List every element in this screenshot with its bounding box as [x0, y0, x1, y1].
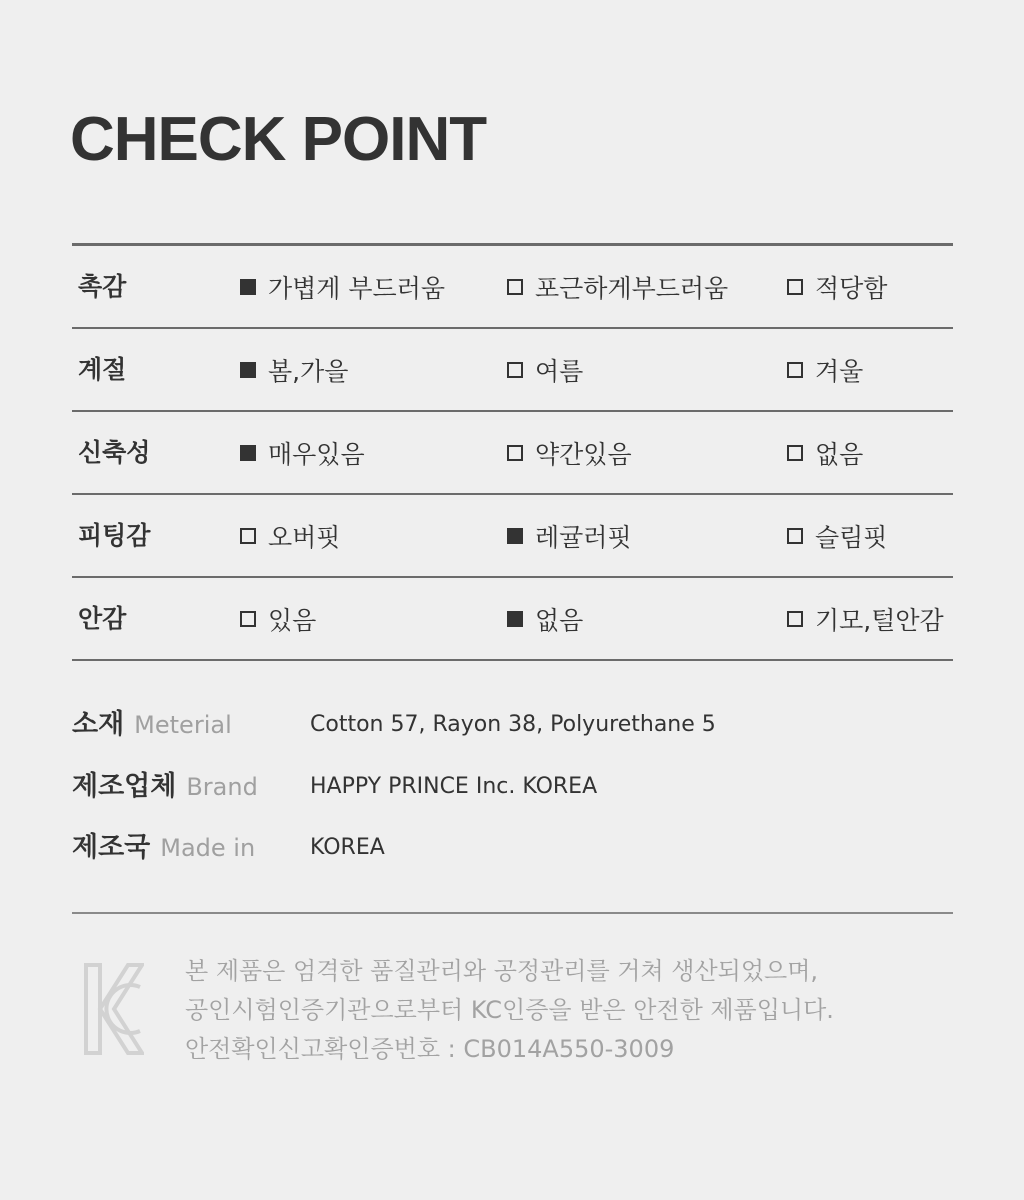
- certification-number: 안전확인신고확인증번호 : CB014A550-3009: [185, 1035, 675, 1063]
- info-key: [72, 705, 232, 745]
- check-row-lining: [72, 578, 953, 661]
- option[interactable]: [787, 246, 887, 327]
- checkbox-icon[interactable]: [507, 362, 523, 378]
- page-title: CHECK POINT: [70, 105, 487, 174]
- option[interactable]: [787, 412, 863, 493]
- option[interactable]: [507, 578, 583, 659]
- checkbox-icon[interactable]: [787, 445, 803, 461]
- checkbox-icon[interactable]: [787, 528, 803, 544]
- info-key: [72, 767, 258, 807]
- checkbox-icon[interactable]: [240, 445, 256, 461]
- checkbox-icon[interactable]: [787, 362, 803, 378]
- info-key-ko: 소재: [72, 709, 125, 740]
- checkbox-icon[interactable]: [507, 611, 523, 627]
- row-label: 안감: [78, 604, 127, 633]
- option[interactable]: [507, 329, 583, 410]
- info-key-ko: 제조국: [72, 832, 151, 863]
- option-label: 오버핏: [268, 522, 341, 552]
- option-label: 적당함: [815, 273, 888, 303]
- certification-line: 공인시험인증기관으로부터 KC인증을 받은 안전한 제품입니다.: [185, 996, 834, 1024]
- option[interactable]: [787, 495, 887, 576]
- info-material: [72, 705, 952, 745]
- kc-certification-mark-icon: [84, 963, 144, 1055]
- check-point-table: [72, 243, 953, 661]
- option-label: 슬림핏: [815, 522, 888, 552]
- option-label: 매우있음: [268, 439, 365, 469]
- row-label: 피팅감: [78, 521, 151, 550]
- checkbox-icon[interactable]: [507, 279, 523, 295]
- info-key-en: Made in: [160, 834, 256, 862]
- option-label: 있음: [268, 605, 317, 635]
- option-label: 없음: [815, 439, 864, 469]
- option[interactable]: [507, 246, 728, 327]
- option[interactable]: [240, 329, 348, 410]
- option-label: 없음: [535, 605, 584, 635]
- row-label: 신축성: [78, 438, 151, 467]
- check-row-fit: [72, 495, 953, 578]
- option[interactable]: [240, 578, 316, 659]
- option-label: 여름: [535, 356, 584, 386]
- option[interactable]: [507, 495, 632, 576]
- option-label: 가볍게 부드러움: [268, 273, 445, 303]
- checkbox-icon[interactable]: [507, 528, 523, 544]
- option[interactable]: [507, 412, 632, 493]
- info-key: [72, 828, 255, 868]
- check-row-touch: [72, 246, 953, 329]
- option[interactable]: [240, 246, 445, 327]
- check-row-stretch: [72, 412, 953, 495]
- checkbox-icon[interactable]: [787, 279, 803, 295]
- option-label: 겨울: [815, 356, 864, 386]
- option-label: 기모,털안감: [815, 605, 944, 635]
- section-divider: [72, 912, 953, 914]
- option[interactable]: [240, 412, 365, 493]
- checkbox-icon[interactable]: [240, 362, 256, 378]
- row-label: 촉감: [78, 272, 127, 301]
- checkbox-icon[interactable]: [240, 528, 256, 544]
- check-row-season: [72, 329, 953, 412]
- option[interactable]: [240, 495, 340, 576]
- row-label: 계절: [78, 355, 127, 384]
- checkbox-icon[interactable]: [787, 611, 803, 627]
- info-key-ko: 제조업체: [72, 771, 177, 802]
- option[interactable]: [787, 578, 944, 659]
- option-label: 약간있음: [535, 439, 632, 469]
- certification-line: 본 제품은 엄격한 품질관리와 공정관리를 거쳐 생산되었으며,: [185, 957, 819, 985]
- info-value: KOREA: [310, 835, 385, 860]
- checkbox-icon[interactable]: [240, 611, 256, 627]
- option[interactable]: [787, 329, 863, 410]
- info-key-en: Meterial: [134, 711, 232, 739]
- info-brand: [72, 767, 952, 807]
- checkbox-icon[interactable]: [507, 445, 523, 461]
- certification-notice: [185, 952, 945, 1069]
- info-value: Cotton 57, Rayon 38, Polyurethane 5: [310, 712, 716, 737]
- info-value: HAPPY PRINCE Inc. KOREA: [310, 774, 598, 799]
- option-label: 봄,가을: [268, 356, 349, 386]
- option-label: 포근하게부드러움: [535, 273, 729, 303]
- info-origin: [72, 828, 952, 868]
- option-label: 레귤러핏: [535, 522, 632, 552]
- info-key-en: Brand: [186, 773, 258, 801]
- checkbox-icon[interactable]: [240, 279, 256, 295]
